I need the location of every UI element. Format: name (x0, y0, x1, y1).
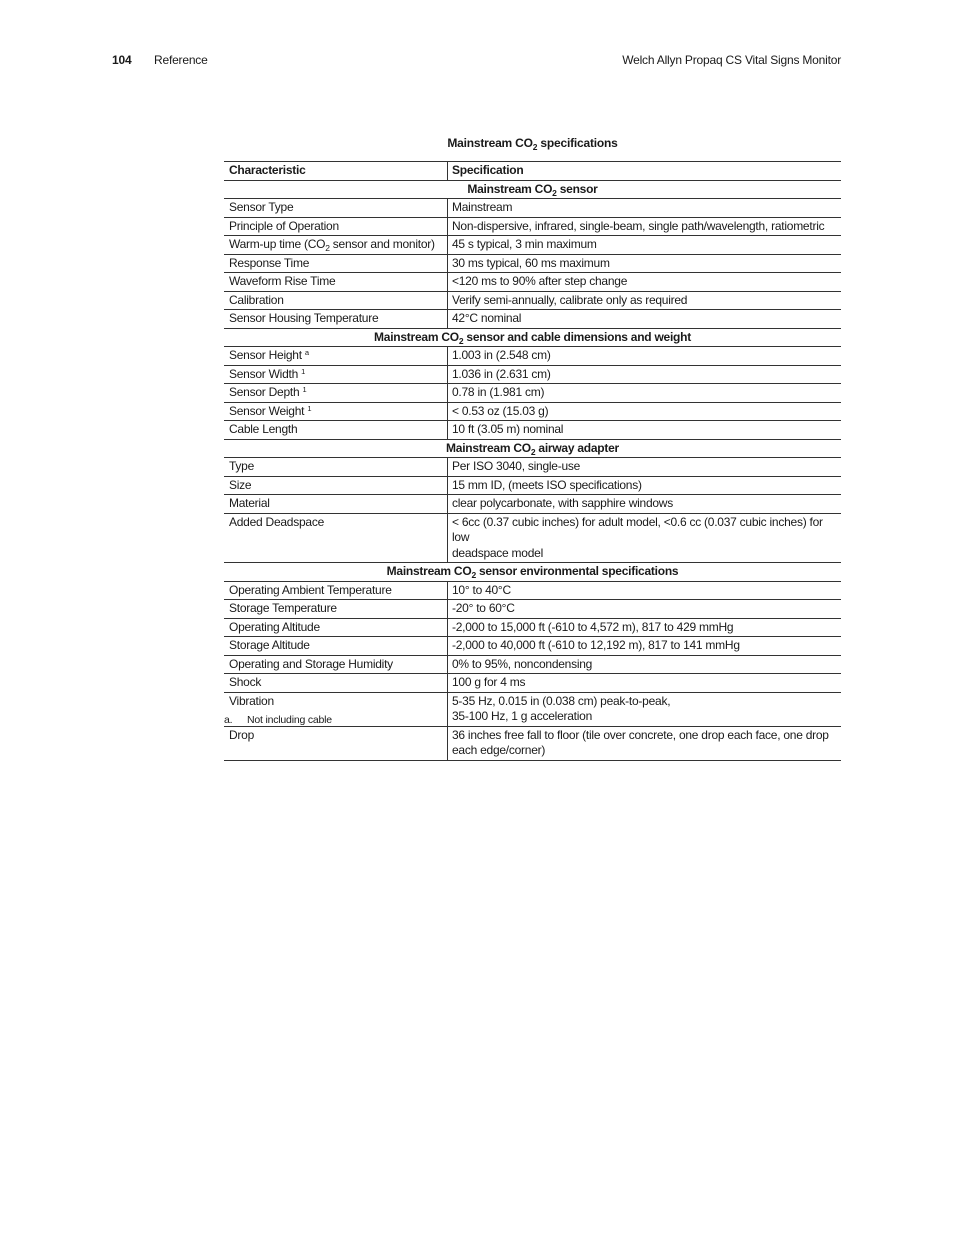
characteristic-cell: Material (224, 495, 448, 514)
section-heading: Mainstream $CO_2$ airway adapter (224, 439, 841, 458)
specification-line: Mainstream (452, 200, 513, 214)
table-row (224, 217, 841, 236)
section-heading: Mainstream $CO_2$ sensor (224, 180, 841, 199)
characteristic-cell: Waveform Rise Time (224, 273, 448, 292)
specification-cell (448, 384, 842, 403)
table-row (224, 655, 841, 674)
specification-line: 15 mm ID, (meets ISO specifications) (452, 477, 642, 492)
characteristic-cell: Sensor Width $^1$ (224, 365, 448, 384)
specification-line: 45 s typical, 3 min maximum (452, 237, 597, 251)
table-row (224, 726, 841, 760)
specification-line: clear polycarbonate, with sapphire windows (452, 496, 673, 510)
specification-line: Verify semi-annually, calibrate only as required (452, 292, 688, 307)
section-heading: Mainstream $CO_2$ sensor and cable dimensions and weight (224, 328, 841, 347)
specification-cell (448, 365, 842, 384)
characteristic-cell: Operating Altitude (224, 618, 448, 637)
section-heading-row (224, 328, 841, 347)
specification-line: 0% to 95%, noncondensing (452, 656, 593, 671)
specification-cell (448, 310, 842, 329)
page-number: 104 (112, 53, 132, 67)
column-header-characteristic: Characteristic (224, 162, 448, 181)
characteristic-cell: Sensor Height $^a$ (224, 347, 448, 366)
section-heading: Mainstream $CO_2$ sensor environmental specifications (224, 563, 841, 582)
specification-cell (448, 458, 842, 477)
table-row (224, 421, 841, 440)
table-row (224, 402, 841, 421)
specification-cell (448, 199, 842, 218)
specification-line: deadspace model (452, 545, 543, 560)
characteristic-cell: Operating Ambient Temperature (224, 581, 448, 600)
specification-cell (448, 402, 842, 421)
table-row (224, 513, 841, 563)
specification-line: 10° to 40°C (452, 582, 511, 597)
specification-line: 30 ms typical, 60 ms maximum (452, 255, 610, 270)
specification-cell (448, 655, 842, 674)
specification-cell (448, 421, 842, 440)
section-heading-row (224, 439, 841, 458)
specification-cell (448, 495, 842, 514)
specification-cell (448, 476, 842, 495)
table-row (224, 637, 841, 656)
footnote (224, 714, 332, 726)
table-row (224, 384, 841, 403)
section-heading-row (224, 563, 841, 582)
footnote-mark: a. (224, 714, 233, 726)
characteristic-cell: Principle of Operation (224, 217, 448, 236)
characteristic-cell: Size (224, 476, 448, 495)
characteristic-cell: Response Time (224, 254, 448, 273)
table-row (224, 199, 841, 218)
characteristic-cell: Shock (224, 674, 448, 693)
table-row (224, 581, 841, 600)
specification-line: <120 ms to 90% after step change (452, 274, 628, 288)
specification-line: 1.036 in (2.631 cm) (452, 366, 551, 381)
table-row (224, 476, 841, 495)
document-title: Welch Allyn Propaq CS Vital Signs Monitor (622, 53, 841, 67)
footnote-reference: a (304, 348, 309, 357)
specification-line: each edge/corner) (452, 743, 546, 757)
characteristic-cell: Storage Altitude (224, 637, 448, 656)
table-row (224, 458, 841, 477)
specification-line: Per ISO 3040, single-use (452, 459, 581, 473)
table-row (224, 618, 841, 637)
specification-cell (448, 692, 842, 726)
specification-cell (448, 273, 842, 292)
characteristic-cell: Sensor Housing Temperature (224, 310, 448, 329)
section-heading-row (224, 180, 841, 199)
specification-line: < 6cc (0.37 cubic inches) for adult model, <0.6 cc (0.037 cubic inches) for low (452, 514, 823, 544)
table-row (224, 495, 841, 514)
characteristic-cell: Added Deadspace (224, 513, 448, 563)
specification-line: 0.78 in (1.981 cm) (452, 385, 545, 399)
table-row (224, 291, 841, 310)
specification-cell (448, 637, 842, 656)
table-row (224, 236, 841, 255)
specification-line: 36 inches free fall to floor (tile over concrete, one drop each face, one drop (452, 727, 829, 742)
specification-line: < 0.53 oz (15.03 g) (452, 403, 549, 418)
footnote-reference: 1 (307, 403, 312, 413)
characteristic-cell: Cable Length (224, 421, 448, 440)
section-name: Reference (154, 53, 208, 67)
table-row (224, 674, 841, 693)
specification-cell (448, 581, 842, 600)
column-header-specification: Specification (448, 162, 842, 181)
characteristic-cell: Operating and Storage Humidity (224, 655, 448, 674)
specification-cell (448, 674, 842, 693)
footnote-reference: 1 (302, 385, 307, 394)
characteristic-cell: Warm-up time ($CO_2$ sensor and monitor) (224, 236, 448, 255)
footnote-text: Not including cable (247, 714, 332, 726)
specification-cell (448, 291, 842, 310)
specification-line: 5-35 Hz, 0.015 in (0.038 cm) peak-to-peak, (452, 693, 671, 708)
specification-cell (448, 217, 842, 236)
characteristic-cell: Sensor Depth $^1$ (224, 384, 448, 403)
characteristic-cell: Sensor Type (224, 199, 448, 218)
table-row (224, 254, 841, 273)
table-body (224, 180, 841, 760)
table-row (224, 365, 841, 384)
footnote-reference: 1 (301, 366, 306, 376)
specification-line: -2,000 to 15,000 ft (-610 to 4,572 m), 817 to 429 mmHg (452, 619, 734, 634)
specification-cell (448, 236, 842, 255)
specification-line: 42°C nominal (452, 311, 522, 325)
specification-line: 100 g for 4 ms (452, 675, 526, 689)
specification-line: -2,000 to 40,000 ft (-610 to 12,192 m), 817 to 141 mmHg (452, 638, 740, 652)
characteristic-cell: Type (224, 458, 448, 477)
specification-line: 1.003 in (2.548 cm) (452, 348, 551, 362)
specification-cell (448, 347, 842, 366)
specification-cell (448, 600, 842, 619)
table-row (224, 273, 841, 292)
characteristic-cell: Sensor Weight $^1$ (224, 402, 448, 421)
characteristic-cell: Vibration (224, 692, 448, 726)
characteristic-cell: Drop (224, 726, 448, 760)
specification-cell (448, 254, 842, 273)
specification-cell (448, 618, 842, 637)
table-caption: Mainstream $CO_2$ specifications (447, 136, 618, 152)
specification-cell (448, 726, 842, 760)
specifications-table (224, 161, 841, 761)
table-row (224, 600, 841, 619)
specification-line: Non-dispersive, infrared, single-beam, single path/wavelength, ratiometric (452, 218, 825, 233)
table-row (224, 310, 841, 329)
characteristic-cell: Calibration (224, 291, 448, 310)
specification-line: 35-100 Hz, 1 g acceleration (452, 709, 593, 723)
table-header-row (224, 162, 841, 181)
characteristic-cell: Storage Temperature (224, 600, 448, 619)
specification-line: 10 ft (3.05 m) nominal (452, 422, 564, 436)
specification-line: -20° to 60°C (452, 601, 515, 615)
table-row (224, 347, 841, 366)
specification-cell (448, 513, 842, 563)
